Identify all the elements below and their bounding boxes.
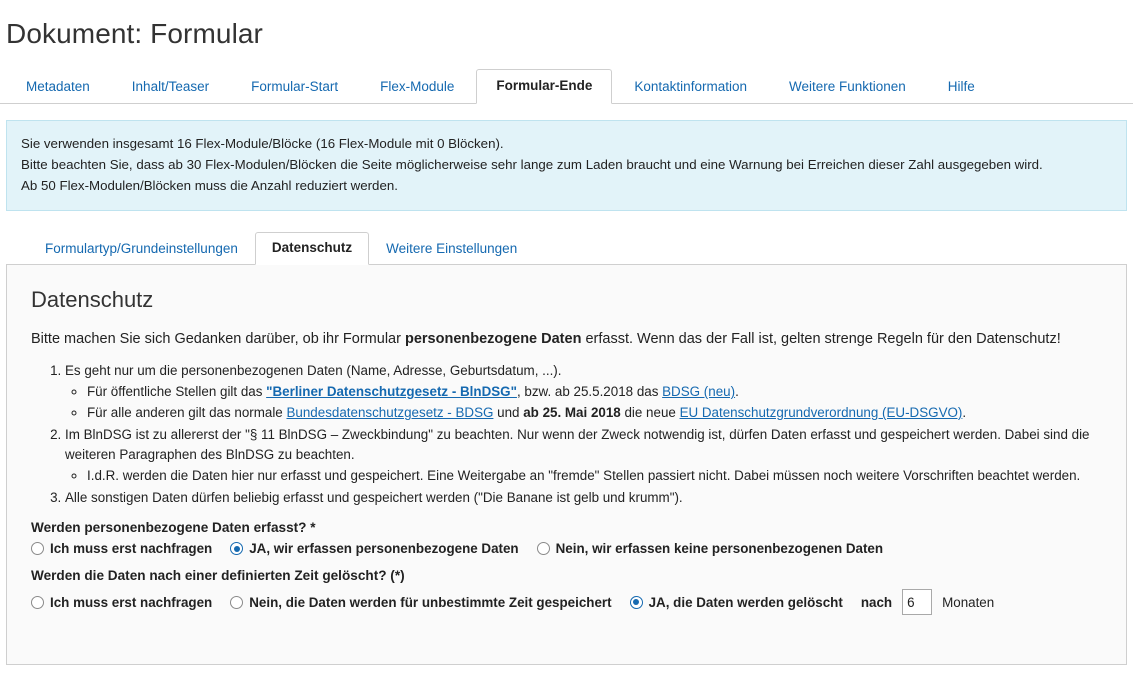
rule-1-2-mid2: die neue [620, 405, 680, 420]
list-item [65, 361, 1102, 423]
question-loeschung-options [31, 589, 1102, 615]
radio-icon[interactable] [31, 542, 44, 555]
rule-1-2-bold: ab 25. Mai 2018 [523, 405, 621, 420]
radio-option-unbestimmte-zeit[interactable] [230, 595, 611, 610]
link-berliner-datenschutzgesetz[interactable]: "Berliner Datenschutzgesetz - BlnDSG" [266, 384, 517, 399]
secondary-tabstrip [6, 233, 1127, 265]
question-personenbezogene-daten-label: Werden personenbezogene Daten erfasst? * [31, 520, 316, 535]
section-title: Datenschutz [31, 287, 154, 312]
primary-tabstrip [0, 70, 1133, 104]
radio-icon[interactable] [630, 596, 643, 609]
loeschfrist-unit-label: Monaten [942, 594, 995, 610]
link-bdsg-neu[interactable]: BDSG (neu) [662, 384, 736, 399]
info-banner-line-1: Sie verwenden insgesamt 16 Flex-Module/Blöcke (16 Flex-Module mit 0 Blöcken). [21, 136, 504, 151]
tab-flex-module[interactable]: Flex-Module [380, 79, 455, 94]
intro-text-part1: Bitte machen Sie sich Gedanken darüber, ob ihr Formular [31, 331, 405, 347]
rule-2-text: Im BlnDSG ist zu allererst der "§ 11 BlnDSG – Zweckbindung" zu beachten. Nur wenn der Zweck notwendig ist, dürfen Daten erfasst und gespeichert werden. Dabei sind die weiteren Paragraphen des BlnDSG zu beachten. [65, 427, 1090, 462]
list-item [87, 466, 1102, 486]
radio-icon[interactable] [537, 542, 550, 555]
rule-1-1-pre: Für öffentliche Stellen gilt das [87, 384, 267, 399]
intro-text-bold: personenbezogene Daten [404, 331, 582, 347]
tab-inhalt-teaser[interactable]: Inhalt/Teaser [131, 79, 210, 94]
tab-weitere-einstellungen[interactable]: Weitere Einstellungen [386, 241, 518, 256]
list-item [65, 425, 1102, 486]
intro-text-part2: erfasst. Wenn das der Fall ist, gelten strenge Regeln für den Datenschutz! [581, 331, 1061, 347]
loeschfrist-input[interactable] [902, 589, 932, 615]
question-loeschung-label: Werden die Daten nach einer definierten Zeit gelöscht? (*) [31, 568, 405, 583]
info-banner-line-2: Bitte beachten Sie, dass ab 30 Flex-Modulen/Blöcken die Seite möglicherweise sehr lange zum Laden braucht und eine Warnung bei Erreichen dieser Zahl ausgegeben wird. [21, 157, 1043, 172]
tab-formular-start[interactable]: Formular-Start [251, 79, 339, 94]
radio-label: Nein, wir erfassen keine personenbezogenen Daten [555, 541, 884, 556]
info-banner [6, 120, 1127, 211]
list-item [87, 403, 1102, 423]
settings-panel [6, 233, 1127, 665]
rule-1-2-mid1: und [493, 405, 524, 420]
tab-metadaten[interactable]: Metadaten [26, 79, 90, 94]
tab-hilfe[interactable]: Hilfe [947, 79, 975, 94]
loeschfrist-group [861, 589, 994, 615]
radio-label: JA, die Daten werden gelöscht [648, 594, 843, 610]
rule-1-1-mid: , bzw. ab 25.5.2018 das [516, 384, 663, 399]
page-title: Dokument: Formular [6, 18, 263, 49]
tab-datenschutz[interactable]: Datenschutz [255, 232, 369, 265]
radio-option-nachfragen-1[interactable] [31, 541, 212, 556]
question-personenbezogene-daten-options [31, 541, 1102, 556]
radio-option-ja-geloescht[interactable] [630, 595, 843, 610]
list-item [65, 488, 1102, 508]
radio-option-nein-erfassen[interactable] [537, 541, 883, 556]
radio-icon[interactable] [230, 542, 243, 555]
list-item [87, 382, 1102, 402]
info-banner-line-3: Ab 50 Flex-Modulen/Blöcken muss die Anzahl reduziert werden. [21, 178, 398, 193]
intro-paragraph [31, 327, 1102, 351]
rules-list [31, 361, 1102, 508]
radio-option-ja-erfassen[interactable] [230, 541, 518, 556]
radio-label: JA, wir erfassen personenbezogene Daten [249, 541, 519, 556]
radio-label: Ich muss erst nachfragen [50, 541, 213, 556]
rule-1-sublist [65, 382, 1102, 423]
rule-1-2-pre: Für alle anderen gilt das normale [87, 405, 287, 420]
rule-2-1-text: I.d.R. werden die Daten hier nur erfasst und gespeichert. Eine Weitergabe an "fremde" Stellen passiert nicht. Dabei müssen noch weitere Vorschriften beachtet werden. [87, 468, 1081, 483]
radio-label: Nein, die Daten werden für unbestimmte Zeit gespeichert [249, 594, 612, 610]
rule-2-sublist [65, 466, 1102, 486]
tab-formular-ende[interactable]: Formular-Ende [476, 69, 612, 104]
rule-3-text: Alle sonstigen Daten dürfen beliebig erfasst und gespeichert werden ("Die Banane ist gelb und krumm"). [65, 490, 683, 505]
tab-weitere-funktionen[interactable]: Weitere Funktionen [788, 79, 906, 94]
rule-1-text: Es geht nur um die personenbezogenen Daten (Name, Adresse, Geburtsdatum, ...). [65, 363, 562, 378]
link-eu-dsgvo[interactable]: EU Datenschutzgrundverordnung (EU-DSGVO) [679, 405, 963, 420]
radio-icon[interactable] [31, 596, 44, 609]
datenschutz-panel-body [6, 265, 1127, 665]
link-bundesdatenschutzgesetz[interactable]: Bundesdatenschutzgesetz - BDSG [286, 405, 494, 420]
radio-option-nachfragen-2[interactable] [31, 595, 212, 610]
rule-1-1-end: . [735, 384, 739, 399]
tab-kontaktinformation[interactable]: Kontaktinformation [634, 79, 747, 94]
radio-icon[interactable] [230, 596, 243, 609]
rule-1-2-end: . [962, 405, 967, 420]
loeschfrist-prefix-label: nach [860, 594, 893, 610]
radio-label: Ich muss erst nachfragen [50, 594, 213, 610]
tab-formulartyp-grundeinstellungen[interactable]: Formulartyp/Grundeinstellungen [45, 241, 238, 256]
